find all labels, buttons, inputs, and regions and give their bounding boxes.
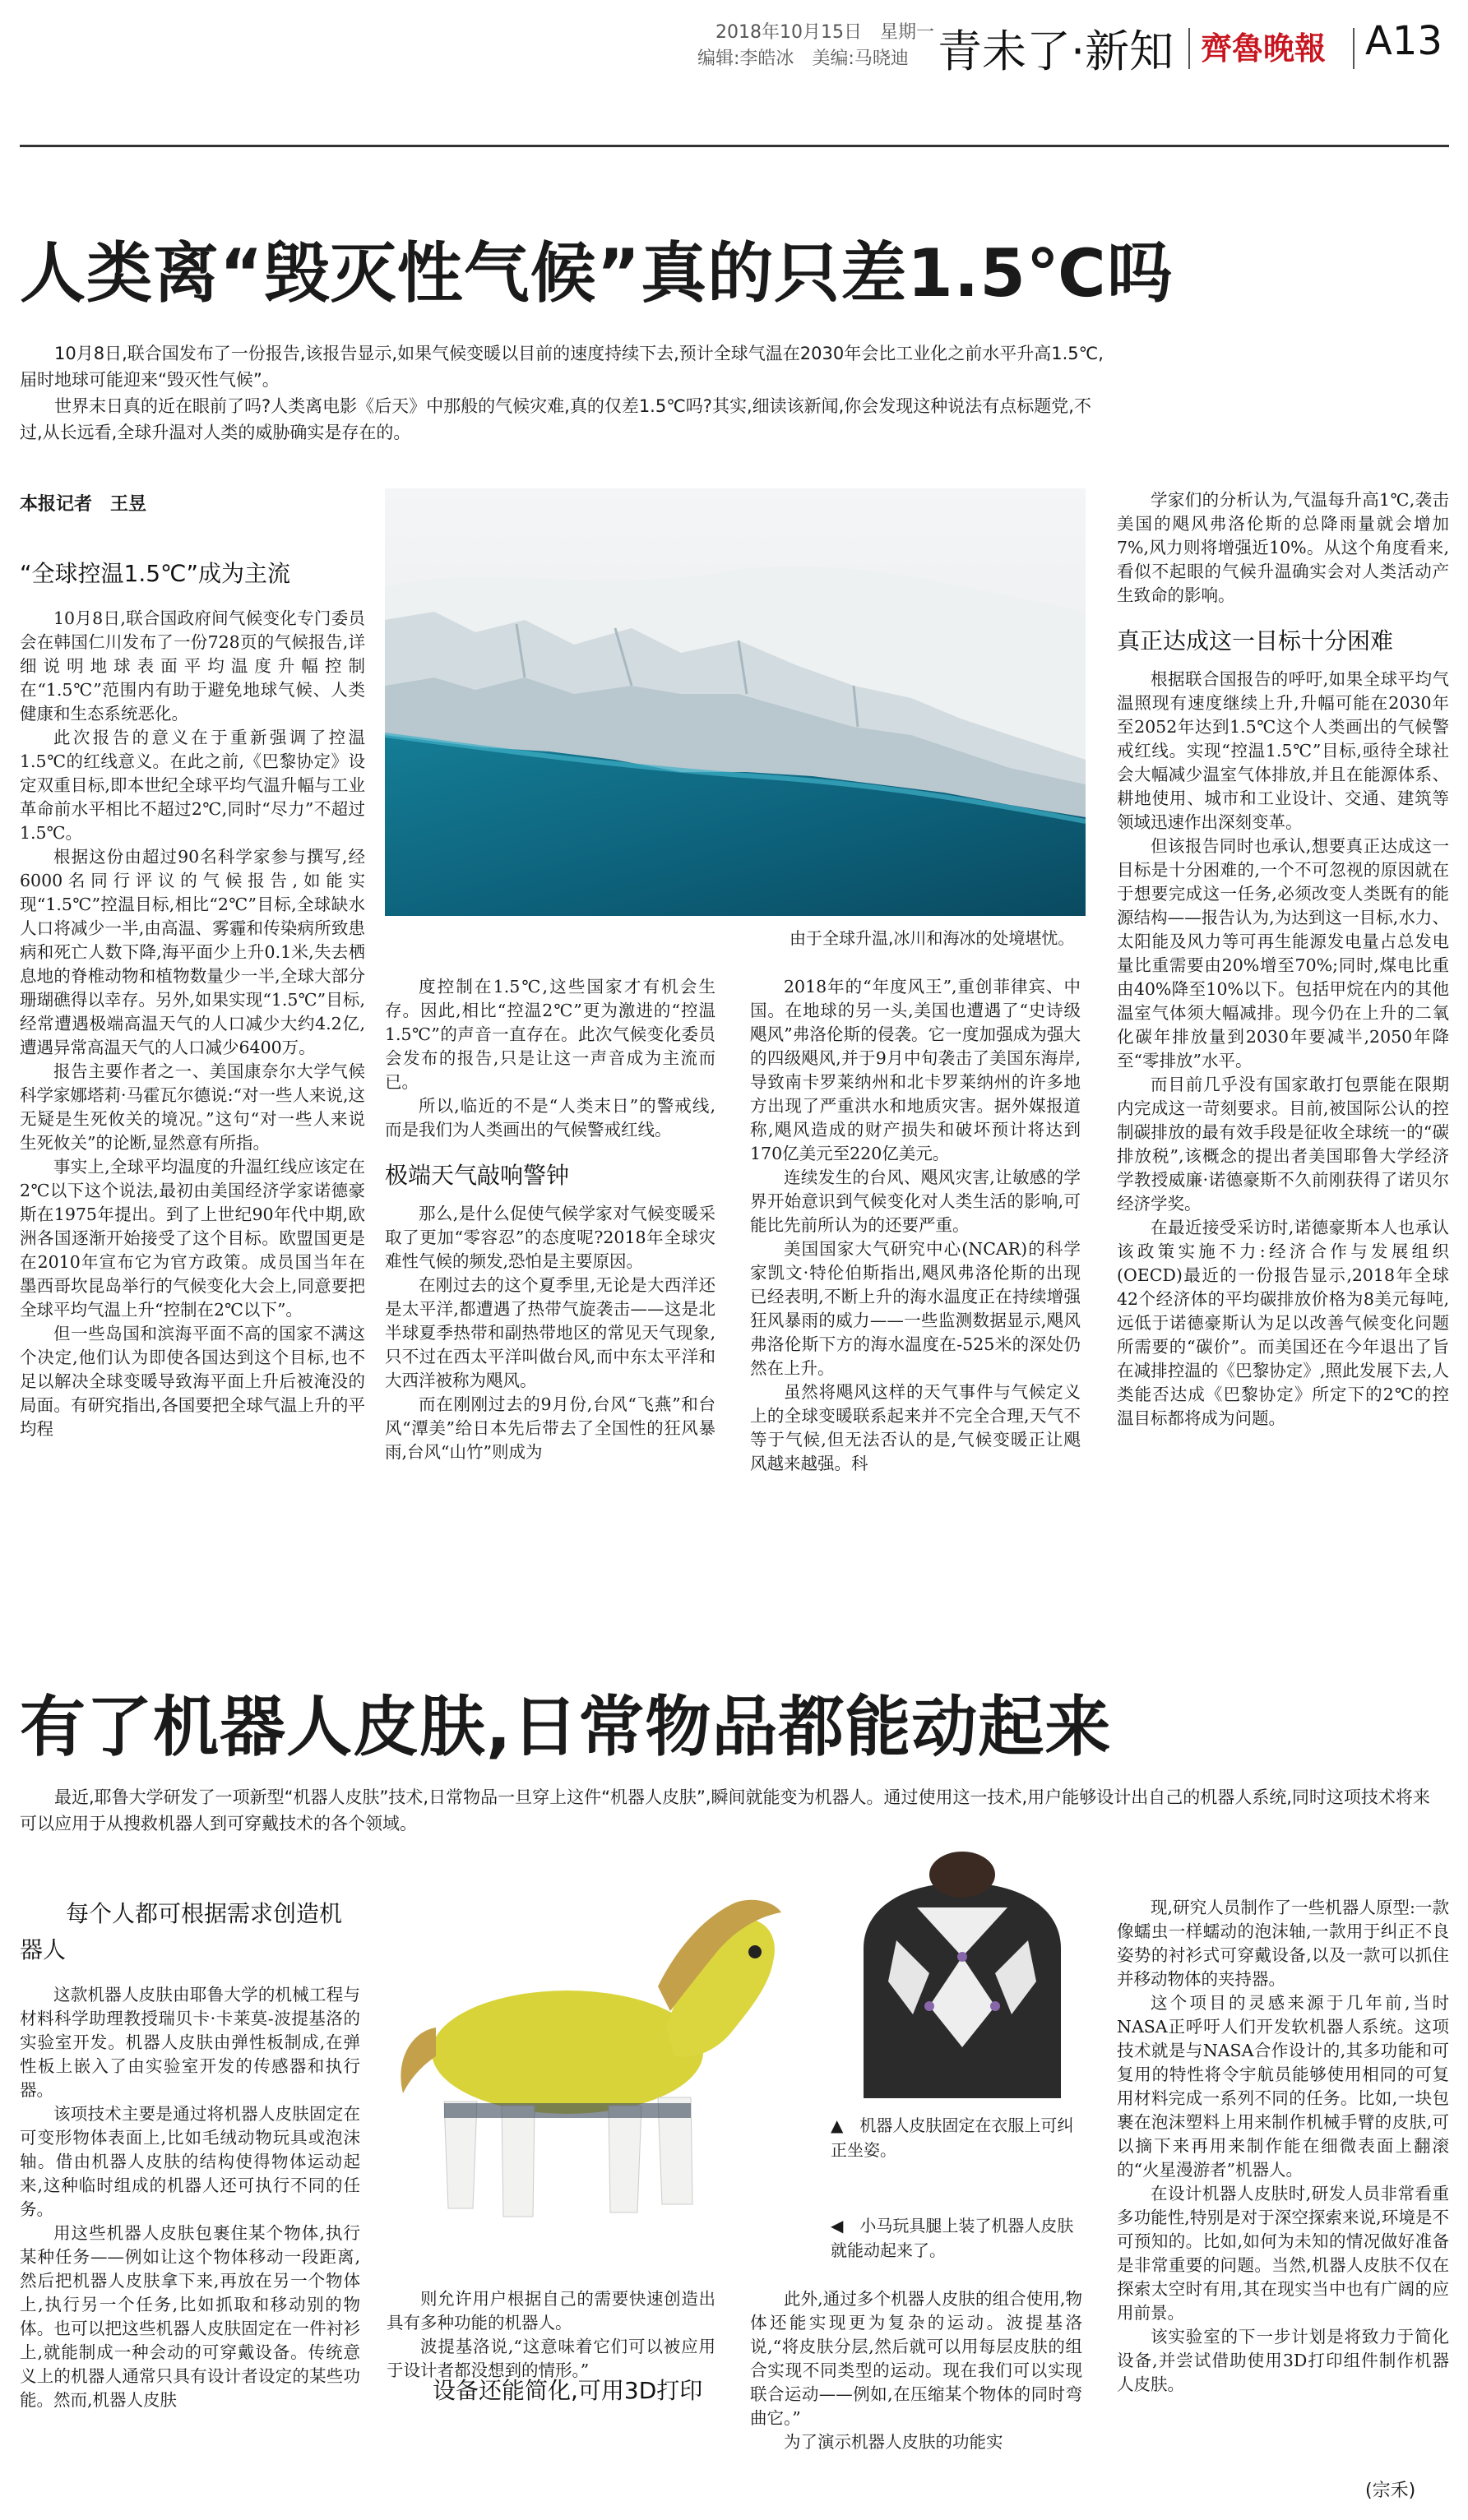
robot-shirt-photo	[839, 1850, 1086, 2098]
horse-toy-photo	[387, 1888, 814, 2266]
masthead-divider	[1188, 28, 1190, 69]
article2-column-3	[750, 2287, 1082, 2454]
column-subhead: 极端天气敲响警钟	[385, 1162, 570, 1189]
body-paragraph: 在刚过去的这个夏季里,无论是大西洋还是太平洋,都遭遇了热带气旋袭击——这是北半球夏季热带和副热带地区的常见天气现象,只不过在西太平洋叫做台风,而中东太平洋和大西洋被称为飓风。	[385, 1275, 715, 1390]
body-paragraph: 连续发生的台风、飓风灾害,让敏感的学界开始意识到气候变化对人类生活的影响,可能比先前所认为的还要严重。	[750, 1168, 1081, 1235]
body-paragraph: 该项技术主要是通过将机器人皮肤固定在可变形物体表面上,比如毛绒动物玩具或泡沫轴。借由机器人皮肤的结构使得物体运动起来,这种临时组成的机器人还可执行不同的任务。	[20, 2104, 360, 2219]
body-paragraph: 2018年的“年度风王”,重创菲律宾、中国。在地球的另一头,美国也遭遇了“史诗级飓风”弗洛伦斯的侵袭。它一度加强成为强大的四级飓风,并于9月中旬袭击了美国东海岸,导致南卡罗莱纳州和北卡罗莱纳州的许多地方出现了严重洪水和地质灾害。据外媒报道称,飓风造成的财产损失和破坏预计将达到170亿美元至220亿美元。	[750, 977, 1081, 1163]
body-paragraph: 此次报告的意义在于重新强调了控温1.5℃的红线意义。在此之前,《巴黎协定》设定双重目标,即本世纪全球平均气温升幅与工业革命前水平相比不超过2℃,同时“尽力”不超过1.5℃。	[20, 728, 365, 843]
article2-headline: 有了机器人皮肤,日常物品都能动起来	[20, 1689, 1112, 1765]
article1-column-4	[1117, 488, 1449, 1431]
lead-paragraph: 10月8日,联合国发布了一份报告,该报告显示,如果气候变暖以目前的速度持续下去,预计全球气温在2030年会比工业化之前水平升高1.5℃,届时地球可能迎来“毁灭性气候”。	[20, 344, 1104, 390]
body-paragraph: 这款机器人皮肤由耶鲁大学的机械工程与材料科学助理教授瑞贝卡·卡莱莫-波提基洛的实验室开发。机器人皮肤由弹性板制成,在弹性板上嵌入了由实验室开发的传感器和执行器。	[20, 1985, 360, 2100]
column-subhead: 真正达成这一目标十分困难	[1117, 627, 1394, 654]
masthead-divider	[1353, 28, 1355, 69]
glacier-photo-caption: 由于全球升温,冰川和海冰的处境堪忧。	[790, 928, 1075, 948]
robot-shirt-caption: ▲ 机器人皮肤固定在衣服上可纠正坐姿。	[831, 2115, 1074, 2160]
body-paragraph: 虽然将飓风这样的天气事件与气候定义上的全球变暖联系起来并不完全合理,天气不等于气候,但无法否认的是,气候变暖正让飓风越来越强。科	[750, 1382, 1081, 1473]
horse-toy-caption: ◀ 小马玩具腿上装了机器人皮肤就能动起来了。	[831, 2216, 1074, 2260]
article2-column-1	[20, 1983, 360, 2412]
section-title: 青未了·新知	[938, 25, 1174, 77]
article2-column-4	[1117, 1896, 1449, 2397]
body-paragraph: 度控制在1.5℃,这些国家才有机会生存。因此,相比“控温2℃”更为激进的“控温1.5℃”的声音一直存在。此次气候变化委员会发布的报告,只是让这一声音成为主流而已。	[385, 977, 715, 1092]
glacier-photo	[385, 488, 1086, 916]
body-paragraph: 学家们的分析认为,气温每升高1℃,袭击美国的飓风弗洛伦斯的总降雨量就会增加7%,风力则将增强近10%。从这个角度看来,看似不起眼的气候升温确实会对人类活动产生致命的影响。	[1117, 490, 1449, 605]
issue-date: 2018年10月15日 星期一	[715, 22, 934, 43]
article2-signature: (宗禾)	[1365, 2481, 1416, 2501]
body-paragraph: 那么,是什么促使气候学家对气候变暖采取了更加“零容忍”的态度呢?2018年全球灾难性气候的频发,恐怕是主要原因。	[385, 1204, 715, 1271]
masthead-rule	[20, 145, 1449, 147]
article1-lead	[20, 340, 1105, 446]
body-paragraph: 为了演示机器人皮肤的功能实	[784, 2432, 1003, 2452]
body-paragraph: 10月8日,联合国政府间气候变化专门委员会在韩国仁川发布了一份728页的气候报告,详细说明地球表面平均温度升幅控制在“1.5℃”范围内有助于避免地球气候、人类健康和生态系统恶化。	[20, 608, 365, 724]
body-paragraph: 但该报告同时也承认,想要真正达成这一目标是十分困难的,一个不可忽视的原因就在于想要完成这一任务,必须改变人类既有的能源结构——报告认为,为达到这一目标,水力、太阳能及风力等可再生能源发电量占总发电量比重需要由20%增至70%;同时,煤电比重由40%降至10%以下。包括甲烷在内的其他温室气体须大幅减排。现今仍在上升的二氧化碳年排放量到2030年要减半,2050年降至“零排放”水平。	[1117, 836, 1449, 1070]
body-paragraph: 报告主要作者之一、美国康奈尔大学气候科学家娜塔莉·马霍瓦尔德说:“对一些人来说,这无疑是生死攸关的境况。”这句“对一些人来说生死攸关”的论断,显然意有所指。	[20, 1061, 365, 1153]
body-paragraph: 在最近接受采访时,诺德豪斯本人也承认该政策实施不力:经济合作与发展组织(OECD)最近的一份报告显示,2018年全球42个经济体的平均碳排放价格为8美元每吨,远低于诺德豪斯认为足以改善气候变化问题所需要的“碳价”。而美国还在今年退出了旨在减排控温的《巴黎协定》,照此发展下去,人类能否达成《巴黎协定》所定下的2℃的控温目标都将成为问题。	[1117, 1218, 1449, 1428]
body-paragraph: 事实上,全球平均温度的升温红线应该定在2℃以下这个说法,最初由美国经济学家诺德豪斯在1975年提出。到了上世纪90年代中期,欧洲各国逐渐开始接受了这个目标。欧盟国更是在2010年宣布它为官方政策。成员国当年在墨西哥坎昆岛举行的气候变化大会上,同意要把全球平均气温上升“控制在2℃以下”。	[20, 1157, 365, 1320]
body-paragraph: 根据联合国报告的呼吁,如果全球平均气温照现有速度继续上升,升幅可能在2030年至2052年达到1.5℃这个人类画出的气候警戒红线。实现“控温1.5℃”目标,亟待全球社会大幅减少温室气体排放,并且在能源体系、耕地使用、城市和工业设计、交通、建筑等领域迅速作出深刻变革。	[1117, 669, 1449, 832]
editors-credit: 编辑:李皓冰 美编:马晓迪	[697, 49, 909, 69]
body-paragraph: 波提基洛说,“这意味着它们可以被应用于设计者都没想到的情形。”	[387, 2337, 715, 2380]
body-paragraph: 用这些机器人皮肤包裹住某个物体,执行某种任务——例如让这个物体移动一段距离,然后把机器人皮肤拿下来,再放在另一个物体上,执行另一个任务,比如抓取和移动别的物体。也可以把这些机器人皮肤固定在一件衬衫上,就能制成一种会动的可穿戴设备。传统意义上的机器人通常只具有设计者设定的某些功能。然而,机器人皮肤	[20, 2223, 360, 2410]
article2-column-2	[387, 2287, 715, 2383]
body-paragraph: 现,研究人员制作了一些机器人原型:一款像蠕虫一样蠕动的泡沫轴,一款用于纠正不良姿势的衬衫式可穿戴设备,以及一款可以抓住并移动物体的夹持器。	[1117, 1898, 1449, 1989]
body-paragraph: 而目前几乎没有国家敢打包票能在限期内完成这一苛刻要求。目前,被国际公认的控制碳排放的最有效手段是征收全球统一的“碳排放税”,该概念的提出者美国耶鲁大学经济学教授威廉·诺德豪斯不久前刚获得了诺贝尔经济学奖。	[1117, 1075, 1449, 1214]
article1-column-1	[20, 607, 365, 1441]
page-number: A13	[1365, 18, 1443, 64]
article2-subhead-2: 设备还能简化,可用3D打印	[433, 2377, 703, 2404]
article1-column-2	[385, 975, 715, 1464]
lead-paragraph: 最近,耶鲁大学研发了一项新型“机器人皮肤”技术,日常物品一旦穿上这件“机器人皮肤”,瞬间就能变为机器人。通过使用这一技术,用户能够设计出自己的机器人系统,同时这项技术将来可以应用于从搜救机器人到可穿戴技术的各个领域。	[20, 1787, 1430, 1833]
article1-headline: 人类离“毁灭性气候”真的只差1.5℃吗	[20, 235, 1174, 312]
body-paragraph: 此外,通过多个机器人皮肤的组合使用,物体还能实现更为复杂的运动。波提基洛说,“将皮肤分层,然后就可以用每层皮肤的组合实现不同类型的运动。现在我们可以实现联合运动——例如,在压缩某个物体的同时弯曲它。”	[750, 2289, 1082, 2428]
lead-paragraph: 世界末日真的近在眼前了吗?人类离电影《后天》中那般的气候灾难,真的仅差1.5℃吗?其实,细读该新闻,你会发现这种说法有点标题党,不过,从长远看,全球升温对人类的威胁确实是存在的。	[20, 396, 1091, 442]
article1-byline: 本报记者 王昱	[20, 494, 147, 515]
body-paragraph: 但一些岛国和滨海平面不高的国家不满这个决定,他们认为即使各国达到这个目标,也不足以解决全球变暖导致海平面上升后被淹没的局面。有研究指出,各国要把全球气温上升的平均程	[20, 1324, 365, 1439]
article2-lead	[20, 1784, 1434, 1837]
article1-column-3	[750, 975, 1081, 1476]
article1-subhead-1: “全球控温1.5℃”成为主流	[20, 560, 290, 587]
body-paragraph: 该实验室的下一步计划是将致力于简化设备,并尝试借助使用3D打印组件制作机器人皮肤。	[1117, 2327, 1449, 2394]
body-paragraph: 这个项目的灵感来源于几年前,当时NASA正呼吁人们开发软机器人系统。这项技术就是与NASA合作设计的,其多功能和可复用的特性将令宇航员能够使用相同的可复用材料完成一系列不同的任务。比如,一块包裹在泡沫塑料上用来制作机械手臂的皮肤,可以摘下来再用来制作能在细微表面上翻滚的“火星漫游者”机器人。	[1117, 1993, 1449, 2180]
article2-subhead-1: 每个人都可根据需求创造机器人	[20, 1900, 343, 1963]
body-paragraph: 美国国家大气研究中心(NCAR)的科学家凯文·特伦伯斯指出,飓风弗洛伦斯的出现已经表明,不断上升的海水温度正在持续增强狂风暴雨的威力——一些监测数据显示,飓风弗洛伦斯下方的海水温度在-525米的深处仍然在上升。	[750, 1239, 1081, 1378]
body-paragraph: 而在刚刚过去的9月份,台风“飞燕”和台风“潭美”给日本先后带去了全国性的狂风暴雨,台风“山竹”则成为	[385, 1394, 715, 1462]
body-paragraph: 在设计机器人皮肤时,研发人员非常看重多功能性,特别是对于深空探索来说,环境是不可预知的。比如,如何为未知的情况做好准备是非常重要的问题。当然,机器人皮肤不仅在探索太空时有用,其在现实当中也有广阔的应用前景。	[1117, 2184, 1449, 2323]
body-paragraph: 则允许用户根据自己的需要快速创造出具有多种功能的机器人。	[387, 2289, 715, 2333]
newspaper-logo: 齊魯晚報	[1201, 30, 1327, 67]
body-paragraph: 所以,临近的不是“人类末日”的警戒线,而是我们为人类画出的气候警戒红线。	[385, 1096, 715, 1140]
body-paragraph: 根据这份由超过90名科学家参与撰写,经6000名同行评议的气候报告,如能实现“1.5℃”控温目标,相比“2℃”目标,全球缺水人口将减少一半,由高温、雾霾和传染病所致患病和死亡人数下降,海平面少上升0.1米,失去栖息地的脊椎动物和植物数量少一半,全球大部分珊瑚礁得以幸存。另外,如果实现“1.5℃”目标,经常遭遇极端高温天气的人口减少大约4.2亿,遭遇异常高温天气的人口减少6400万。	[20, 847, 365, 1057]
